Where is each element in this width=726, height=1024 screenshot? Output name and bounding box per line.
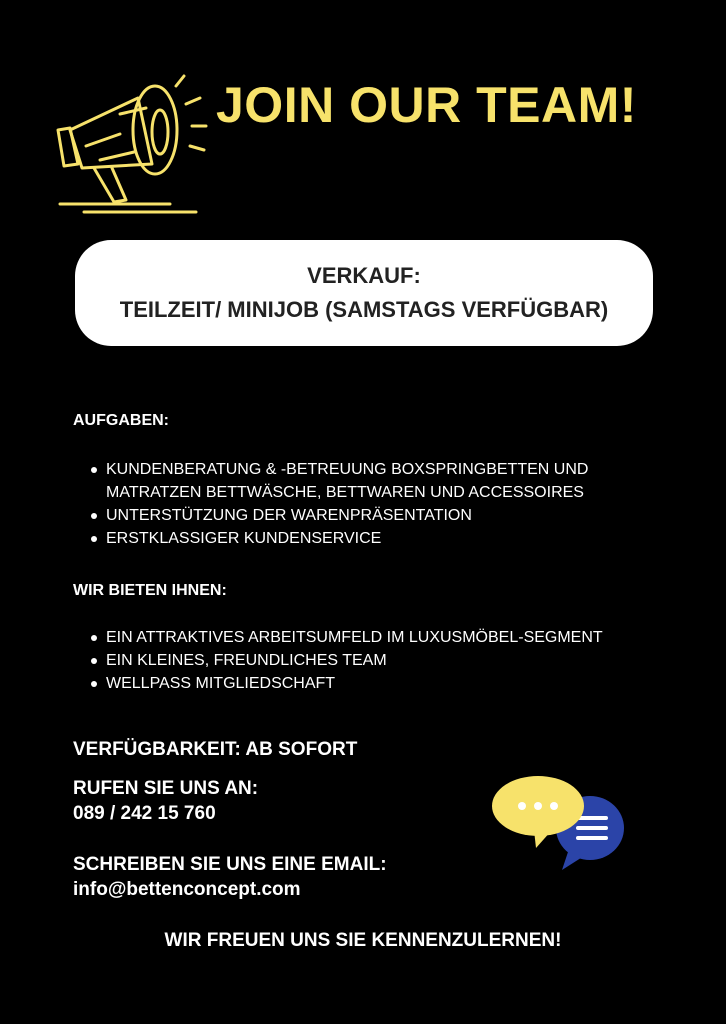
phone-number[interactable]: 089 / 242 15 760 bbox=[73, 803, 216, 824]
list-item: KUNDENBERATUNG & -BETREUUNG BOXSPRINGBETTEN UND MATRATZEN BETTWÄSCHE, BETTWAREN UND ACCESSOIRES bbox=[73, 458, 673, 504]
offer-list bbox=[73, 626, 603, 695]
tasks-list bbox=[73, 458, 673, 550]
list-item: ERSTKLASSIGER KUNDENSERVICE bbox=[73, 527, 673, 550]
list-item: EIN KLEINES, FREUNDLICHES TEAM bbox=[73, 649, 603, 672]
headline: JOIN OUR TEAM! bbox=[216, 77, 637, 133]
job-type: TEILZEIT/ MINIJOB (SAMSTAGS VERFÜGBAR) bbox=[119, 297, 609, 322]
closing-line: WIR FREUEN UNS SIE KENNENZULERNEN! bbox=[164, 930, 562, 951]
availability: VERFÜGBARKEIT: AB SOFORT bbox=[73, 739, 358, 760]
offer-heading: WIR BIETEN IHNEN: bbox=[73, 582, 227, 599]
job-department: VERKAUF: bbox=[307, 263, 421, 288]
chat-bubbles-icon bbox=[490, 772, 630, 872]
list-item: WELLPASS MITGLIEDSCHAFT bbox=[73, 672, 603, 695]
list-item: EIN ATTRAKTIVES ARBEITSUMFELD IM LUXUSMÖBEL-SEGMENT bbox=[73, 626, 603, 649]
email-address[interactable]: info@bettenconcept.com bbox=[73, 879, 301, 900]
megaphone-icon bbox=[50, 68, 210, 218]
email-label: SCHREIBEN SIE UNS EINE EMAIL: bbox=[73, 854, 387, 875]
phone-label: RUFEN SIE UNS AN: bbox=[73, 778, 259, 799]
tasks-heading: AUFGABEN: bbox=[73, 412, 169, 429]
list-item: UNTERSTÜTZUNG DER WARENPRÄSENTATION bbox=[73, 504, 673, 527]
job-title-box bbox=[75, 240, 653, 346]
